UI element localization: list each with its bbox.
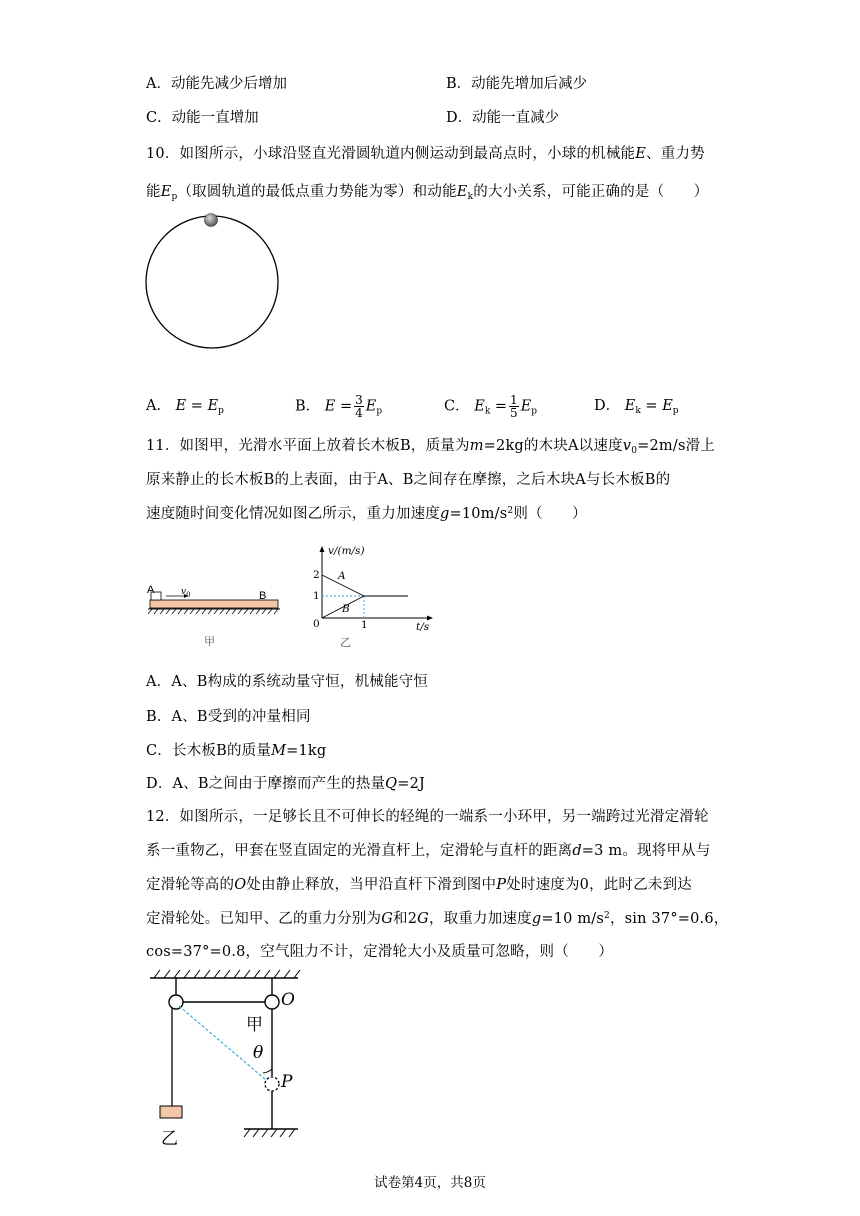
- q10-stem-line2: 能$E_p$（取圆轨道的最低点重力势能为零）和动能$E_k$的大小关系，可能正确的是（ ）: [146, 184, 709, 202]
- ceiling-hatching: [154, 970, 300, 978]
- circular-track-figure: [140, 206, 285, 351]
- label-jia: 甲: [246, 1015, 263, 1035]
- q11-stem-line2: 原来静止的长木板B的上表面，由于A、B之间存在摩擦，之后木块A与长木板B的: [146, 472, 671, 488]
- q11-stem-line1: 11．如图甲，光滑水平面上放着长木板B，质量为m=2kg的木块A以速度$v_0=2m/s$滑上: [146, 438, 715, 456]
- label-line-a: A: [338, 570, 346, 582]
- q10-option-a: A． $E = E_p$: [146, 398, 224, 416]
- v-axis-label: v/(m/s): [328, 545, 365, 557]
- ring-at-p: [265, 1077, 279, 1091]
- caption-yi: 乙: [340, 636, 351, 649]
- q11-option-d: D．A、B之间由于摩擦而产生的热量Q=2J: [146, 776, 426, 792]
- q12-stem-line3: 定滑轮等高的O处由静止释放，当甲沿直杆下滑到图中P处时速度为0，此时乙未到达: [146, 877, 692, 893]
- label-theta: θ: [253, 1043, 264, 1063]
- label-yi: 乙: [161, 1129, 178, 1149]
- circular-track: [146, 216, 278, 348]
- label-board-b: B: [259, 590, 267, 602]
- t-axis-arrow: [427, 616, 433, 621]
- q10-option-c: C． $E_k$ = $\frac{1}{5}$ $E_p$: [444, 393, 538, 420]
- q12-stem-line1: 12．如图所示，一足够长且不可伸长的轻绳的一端系一小环甲，另一端跨过光滑定滑轮: [146, 809, 709, 825]
- q11-option-a: A．A、B构成的系统动量守恒，机械能守恒: [146, 674, 429, 690]
- q9-option-b: B．动能先增加后减少: [446, 76, 588, 92]
- label-o: O: [281, 990, 295, 1010]
- q10-stem-line1: 10．如图所示，小球沿竖直光滑圆轨道内侧运动到最高点时，小球的机械能E、重力势: [146, 146, 705, 162]
- v-axis-arrow: [320, 546, 325, 552]
- q11-option-b: B．A、B受到的冲量相同: [146, 709, 311, 725]
- tick-origin: 0: [313, 618, 320, 630]
- angle-arc: [263, 1069, 272, 1073]
- q12-stem-line5: cos=37°=0.8，空气阻力不计，定滑轮大小及质量可忽略，则（ ）: [146, 944, 614, 960]
- q11-option-c: C．长木板B的质量M=1kg: [146, 743, 327, 759]
- q9-option-c: C．动能一直增加: [146, 110, 259, 126]
- ground-hatching: [148, 609, 278, 614]
- tick-y-2: 2: [313, 569, 320, 581]
- q10-option-b: B． E = $\frac{3}{4}$ $E_p$: [295, 393, 383, 420]
- ball: [205, 214, 218, 227]
- ring-at-o: [265, 995, 279, 1009]
- caption-jia: 甲: [204, 635, 215, 648]
- page-footer: 试卷第4页，共8页: [374, 1175, 486, 1191]
- q10-option-d: D． $E_k = E_p$: [594, 398, 679, 416]
- t-axis-label: t/s: [416, 621, 430, 633]
- q12-stem-line4: 定滑轮处。已知甲、乙的重力分别为G和2G，取重力加速度g=10 $m/s^2$，sin 37°=0.6，: [146, 911, 729, 927]
- q12-stem-line2: 系一重物乙，甲套在竖直固定的光滑直杆上，定滑轮与直杆的距离d=3 m。现将甲从与: [146, 843, 711, 859]
- label-line-b: B: [342, 603, 350, 615]
- label-p: P: [281, 1072, 293, 1092]
- q9-option-a: A．动能先减少后增加: [146, 76, 287, 92]
- q11-stem-line3: 速度随时间变化情况如图乙所示，重力加速度$g=10m/s^2$则（ ）: [146, 506, 587, 522]
- tick-y-1: 1: [313, 590, 320, 602]
- weight-yi: [160, 1106, 182, 1118]
- floor-hatching: [244, 1129, 295, 1137]
- label-block-a: A: [147, 584, 155, 596]
- q9-option-d: D．动能一直减少: [446, 110, 560, 126]
- label-v0: $v_0$: [181, 587, 191, 599]
- tick-x-1: 1: [361, 619, 368, 631]
